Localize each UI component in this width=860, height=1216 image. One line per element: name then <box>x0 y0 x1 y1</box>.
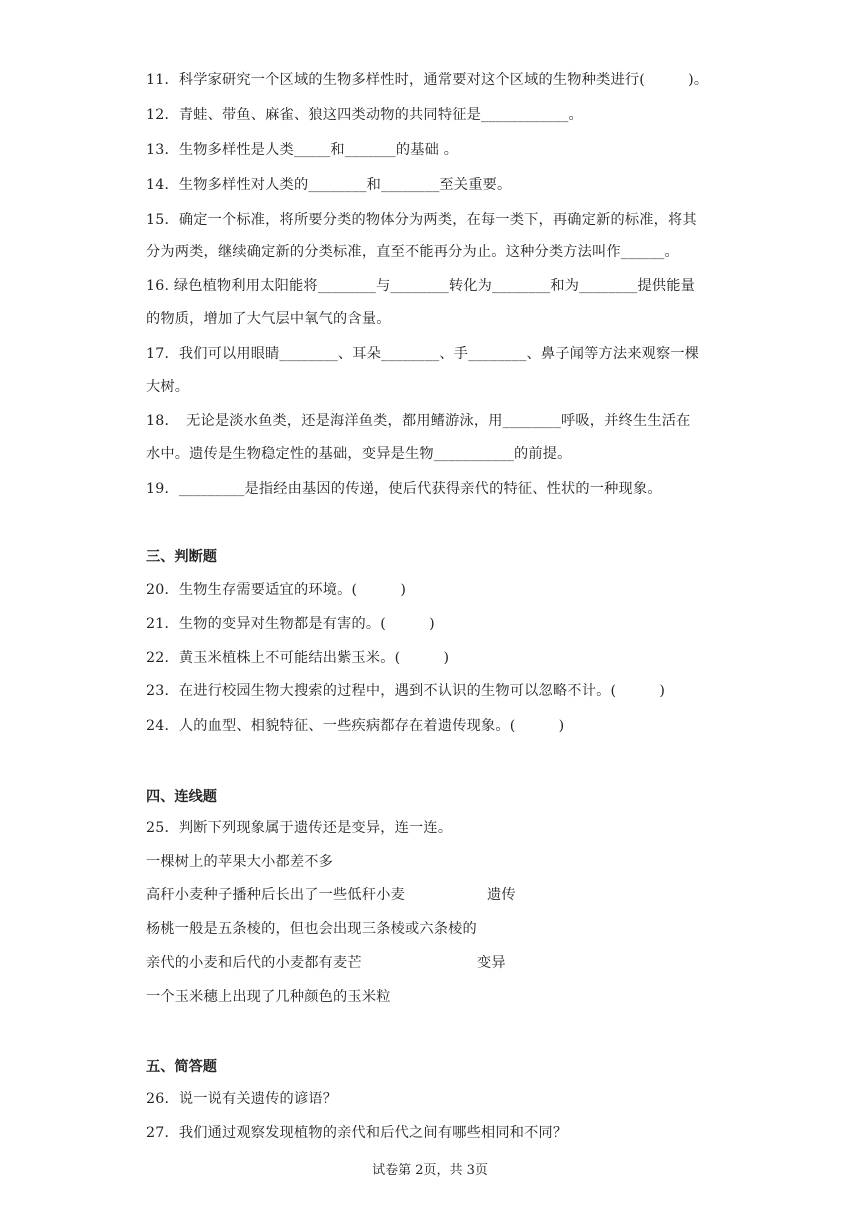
question-13-line-1: 13．生物多样性是人类_____和_______的基础 。 <box>146 142 459 158</box>
section-heading-match: 四、连线题 <box>146 789 217 805</box>
match-item-5: 一个玉米穗上出现了几种颜色的玉米粒 <box>146 989 391 1005</box>
question-15-line-1: 15．确定一个标准，将所要分类的物体分为两类，在每一类下，再确定新的标准，将其 <box>146 212 697 228</box>
question-24: 24．人的血型、相貌特征、一些疾病都存在着遗传现象。( ) <box>146 718 565 734</box>
section-heading-short-answer: 五、简答题 <box>146 1059 217 1075</box>
question-23: 23．在进行校园生物大搜索的过程中，遇到不认识的生物可以忽略不计。( ) <box>146 683 666 699</box>
section-heading-judge: 三、判断题 <box>146 549 217 565</box>
question-26: 26．说一说有关遗传的谚语？ <box>146 1091 338 1107</box>
question-19-line-1: 19．_________是指经由基因的传递，使后代获得亲代的特征、性状的一种现象。 <box>146 481 662 497</box>
question-16-line-1: 16. 绿色植物利用太阳能将________与________转化为________和为________提供能量 <box>146 278 696 294</box>
match-item-4: 亲代的小麦和后代的小麦都有麦芒 <box>146 955 362 971</box>
question-15-line-2: 分为两类，继续确定新的分类标准，直至不能再分为止。这种分类方法叫作______。 <box>146 244 679 260</box>
page-footer: 试卷第 2页，共 3页 <box>372 1163 488 1178</box>
question-18-line-2: 水中。遗传是生物稳定性的基础，变异是生物___________的前提。 <box>146 446 572 462</box>
question-18-line-1: 18． 无论是淡水鱼类，还是海洋鱼类，都用鳍游泳，用________呼吸，并终生生活在 <box>146 413 691 429</box>
question-20: 20．生物生存需要适宜的环境。( ) <box>146 582 407 598</box>
question-11-line-1: 11．科学家研究一个区域的生物多样性时，通常要对这个区域的生物种类进行( )。 <box>146 72 709 88</box>
question-16-line-2: 的物质，增加了大气层中氧气的含量。 <box>146 311 391 327</box>
question-25-prompt: 25．判断下列现象属于遗传还是变异，连一连。 <box>146 820 453 836</box>
question-21: 21．生物的变异对生物都是有害的。( ) <box>146 616 435 632</box>
match-item-3: 杨桃一般是五条棱的，但也会出现三条棱或六条棱的 <box>146 921 477 937</box>
match-item-2: 高秆小麦种子播种后长出了一些低秆小麦 <box>146 887 405 903</box>
match-target-variation: 变异 <box>477 955 506 971</box>
question-12-line-1: 12．青蛙、带鱼、麻雀、狼这四类动物的共同特征是____________。 <box>146 107 583 123</box>
question-22: 22．黄玉米植株上不可能结出紫玉米。( ) <box>146 650 450 666</box>
question-17-line-1: 17．我们可以用眼睛________、耳朵________、手________、鼻子闻等方法来观察一棵 <box>146 346 700 362</box>
match-target-heredity: 遗传 <box>487 887 516 903</box>
match-item-1: 一棵树上的苹果大小都差不多 <box>146 854 334 870</box>
question-27: 27．我们通过观察发现植物的亲代和后代之间有哪些相同和不同？ <box>146 1125 568 1141</box>
question-14-line-1: 14．生物多样性对人类的________和________至关重要。 <box>146 177 512 193</box>
question-17-line-2: 大树。 <box>146 379 190 395</box>
